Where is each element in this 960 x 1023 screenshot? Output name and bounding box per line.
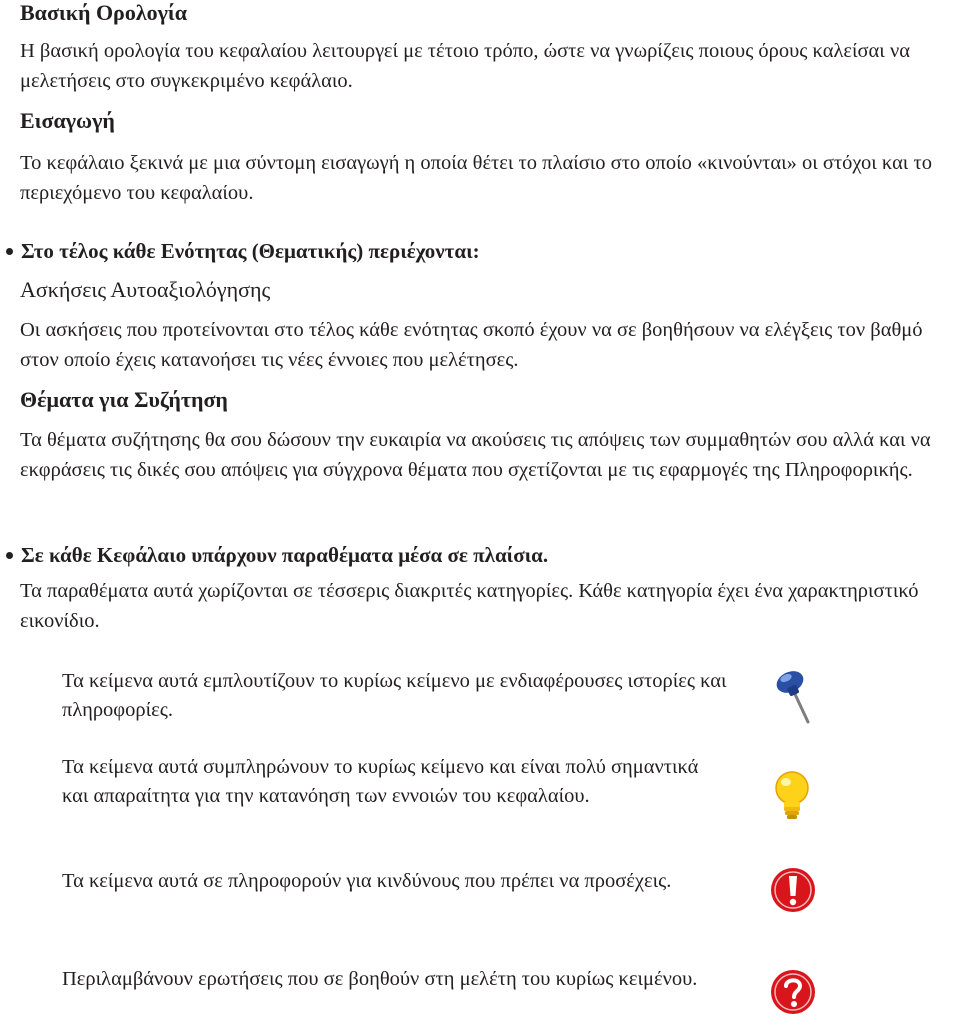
- heading-discussion: Θέματα για Συζήτηση: [20, 387, 228, 412]
- category-text-danger: Τα κείμενα αυτά σε πληροφορούν για κινδύνους που πρέπει να προσέχεις.: [62, 870, 672, 892]
- bullet-dot: [6, 552, 13, 559]
- heading-introduction: Εισαγωγή: [20, 108, 115, 133]
- pushpin-icon: [770, 666, 818, 731]
- bullet-unit-end: [6, 236, 480, 266]
- question-icon: [770, 968, 816, 1021]
- basic-terms-text: Η βασική ορολογία του κεφαλαίου λειτουργεί με τέτοιο τρόπο, ώστε να γνωρίζεις ποιους όρους καλείσαι να μελετήσεις στο συγκεκριμένο κεφάλαιο.: [20, 40, 910, 92]
- boxes-intro-text: Τα παραθέματα αυτά χωρίζονται σε τέσσερις διακριτές κατηγορίες. Κάθε κατηγορία έχει ένα χαρακτηριστικό εικονίδιο.: [20, 580, 919, 632]
- bullet-unit-end-text: Στο τέλος κάθε Ενότητας (Θεματικής) περιέχονται:: [21, 239, 480, 263]
- category-text-interesting: Τα κείμενα αυτά εμπλουτίζουν το κυρίως κείμενο με ενδιαφέρουσες ιστορίες και πληροφορίες.: [62, 670, 727, 721]
- heading-self-assessment: Ασκήσεις Αυτοαξιολόγησης: [20, 277, 271, 302]
- category-text-essential: Τα κείμενα αυτά συμπληρώνουν το κυρίως κείμενο και είναι πολύ σημαντικά και απαραίτητα για την κατανόηση των εννοιών του κεφαλαίου.: [62, 756, 699, 807]
- bullet-boxes: [6, 540, 548, 570]
- discussion-text: Τα θέματα συζήτησης θα σου δώσουν την ευκαιρία να ακούσεις τις απόψεις των συμμαθητών σου αλλά και να εκφράσεις τις δικές σου απόψεις για σύγχρονα θέματα που σχετίζονται με τις εφαρμογές της Πληροφορικής.: [20, 429, 931, 481]
- introduction-text: Το κεφάλαιο ξεκινά με μια σύντομη εισαγωγή η οποία θέτει το πλαίσιο στο οποίο «κινούνται» οι στόχοι και το περιεχόμενο του κεφαλαίου.: [20, 152, 932, 204]
- lightbulb-icon: [772, 770, 812, 827]
- bullet-boxes-text: Σε κάθε Κεφάλαιο υπάρχουν παραθέματα μέσα σε πλαίσια.: [21, 543, 549, 567]
- category-text-questions: Περιλαμβάνουν ερωτήσεις που σε βοηθούν στη μελέτη του κυρίως κειμένου.: [62, 968, 698, 990]
- warning-icon: [770, 866, 816, 919]
- self-assessment-text: Οι ασκήσεις που προτείνονται στο τέλος κάθε ενότητας σκοπό έχουν να σε βοηθήσουν να ελέγξεις τον βαθμό στον οποίο έχεις κατανοήσει τις νέες έννοιες που μελέτησες.: [20, 319, 923, 371]
- heading-basic-terms: Βασική Ορολογία: [20, 0, 188, 25]
- bullet-dot: [6, 248, 13, 255]
